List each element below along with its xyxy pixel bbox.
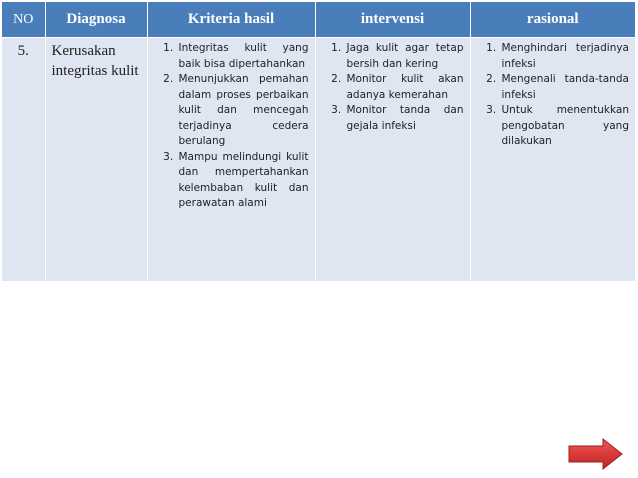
intervensi-list bbox=[322, 41, 464, 134]
list-item: 2. Monitor kulit akan adanya kemerahan bbox=[345, 72, 464, 103]
cell-no: 5. bbox=[2, 38, 45, 282]
cell-diagnosa: Kerusakan integritas kulit bbox=[45, 38, 147, 282]
arrow-right-icon bbox=[567, 437, 624, 471]
header-diagnosa: Diagnosa bbox=[45, 2, 147, 38]
list-item: 2. Menunjukkan pemahan dalam proses perbaikan kulit dan mencegah terjadinya cedera berulang bbox=[177, 72, 309, 150]
kriteria-list bbox=[154, 41, 309, 212]
list-item: 2. Mengenali tanda-tanda infeksi bbox=[500, 72, 630, 103]
list-item: 1. Menghindari terjadinya infeksi bbox=[500, 41, 630, 72]
list-item: 1. Integritas kulit yang baik bisa dipertahankan bbox=[177, 41, 309, 72]
table-row bbox=[2, 38, 635, 282]
list-item: 1. Jaga kulit agar tetap bersih dan kering bbox=[345, 41, 464, 72]
cell-intervensi bbox=[315, 38, 470, 282]
header-rasional: rasional bbox=[470, 2, 635, 38]
header-no: NO bbox=[2, 2, 45, 38]
next-slide-button[interactable] bbox=[567, 437, 624, 471]
table-header-row bbox=[2, 2, 635, 38]
cell-rasional bbox=[470, 38, 635, 282]
list-item: 3. Mampu melindungi kulit dan mempertahankan kelembaban kulit dan perawatan alami bbox=[177, 150, 309, 212]
rasional-list bbox=[477, 41, 630, 150]
header-kriteria-hasil: Kriteria hasil bbox=[147, 2, 315, 38]
list-item: 3. Untuk menentukkan pengobatan yang dilakukan bbox=[500, 103, 630, 150]
header-intervensi: intervensi bbox=[315, 2, 470, 38]
list-item: 3. Monitor tanda dan gejala infeksi bbox=[345, 103, 464, 134]
nursing-care-table bbox=[2, 2, 635, 281]
cell-kriteria-hasil bbox=[147, 38, 315, 282]
